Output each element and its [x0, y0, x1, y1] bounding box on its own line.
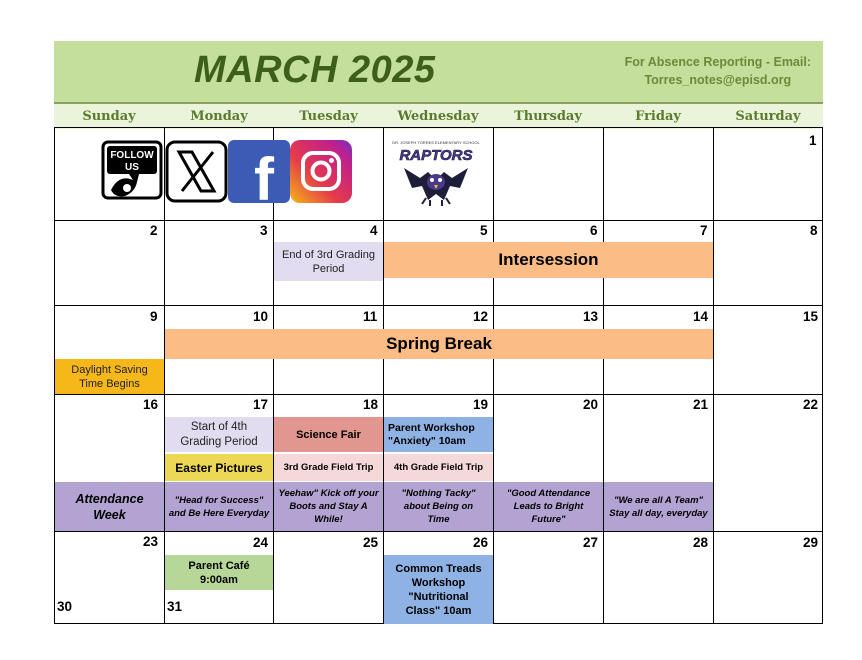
grid-divider	[54, 394, 823, 395]
svg-text:RAPTORS: RAPTORS	[399, 147, 473, 164]
date-28: 28	[693, 535, 709, 550]
date-4: 4	[370, 223, 378, 238]
date-22: 22	[803, 397, 819, 412]
event-spring-break: Spring Break	[165, 329, 713, 359]
date-13: 13	[583, 309, 599, 324]
date-30: 30	[57, 599, 73, 614]
instagram-icon[interactable]	[290, 140, 352, 203]
date-24: 24	[253, 535, 269, 550]
date-5: 5	[480, 223, 488, 238]
day-saturday: Saturday	[735, 109, 801, 124]
date-3: 3	[260, 223, 268, 238]
date-19: 19	[473, 397, 489, 412]
date-10: 10	[253, 309, 269, 324]
day-tuesday: Tuesday	[299, 109, 358, 124]
event-wednesday-theme: "Nothing Tacky" about Being on Time	[384, 482, 493, 531]
date-27: 27	[583, 535, 599, 550]
grid-divider	[493, 127, 494, 624]
grid-divider	[603, 127, 604, 624]
grid-divider	[383, 127, 384, 624]
event-intersession: Intersession	[384, 242, 713, 278]
event-friday-theme: "We are all A Team" Stay all day, everyday	[604, 482, 713, 531]
event-parent-workshop: Parent Workshop "Anxiety" 10am	[384, 417, 493, 452]
date-29: 29	[803, 535, 819, 550]
date-1: 1	[809, 133, 817, 148]
day-thursday: Thursday	[514, 109, 582, 124]
svg-text:f: f	[254, 146, 274, 213]
follow-us-icon[interactable]	[101, 140, 165, 202]
event-parent-cafe: Parent Café 9:00am	[165, 555, 273, 590]
date-12: 12	[473, 309, 489, 324]
x-twitter-icon[interactable]	[165, 140, 228, 203]
facebook-icon[interactable]	[228, 140, 290, 213]
date-15: 15	[803, 309, 819, 324]
grid-divider	[54, 220, 823, 221]
day-monday: Monday	[190, 109, 248, 124]
contact-email[interactable]: Torres_notes@episd.org	[644, 73, 792, 87]
grid-divider	[54, 531, 823, 532]
date-31: 31	[167, 599, 183, 614]
event-monday-theme: "Head for Success" and Be Here Everyday	[165, 482, 273, 531]
event-start-grading: Start of 4th Grading Period	[165, 417, 273, 452]
day-wednesday: Wednesday	[397, 109, 479, 124]
event-science-fair: Science Fair	[274, 417, 383, 452]
event-thursday-theme: "Good Attendance Leads to Bright Future"	[494, 482, 603, 531]
date-9: 9	[150, 309, 158, 324]
date-8: 8	[810, 223, 818, 238]
event-dst: Daylight Saving Time Begins	[55, 359, 164, 394]
svg-text:FOLLOW: FOLLOW	[110, 150, 154, 161]
grid-divider	[713, 127, 714, 624]
date-14: 14	[693, 309, 709, 324]
event-attendance-week: Attendance Week	[55, 482, 164, 531]
event-3rd-grade-field-trip: 3rd Grade Field Trip	[274, 454, 383, 481]
contact-line1: For Absence Reporting - Email:	[624, 55, 811, 69]
svg-text:US: US	[125, 162, 139, 173]
date-2: 2	[150, 223, 158, 238]
date-6: 6	[590, 223, 598, 238]
date-17: 17	[253, 397, 269, 412]
day-friday: Friday	[635, 109, 681, 124]
date-21: 21	[693, 397, 709, 412]
event-common-treads: Common Treads Workshop "Nutritional Class" 10am	[384, 555, 493, 624]
calendar	[54, 41, 823, 624]
absence-contact	[625, 53, 811, 89]
svg-text:DR. JOSEPH TORRES ELEMENTARY S: DR. JOSEPH TORRES ELEMENTARY SCHOOL	[392, 140, 480, 145]
raptors-logo	[392, 138, 480, 208]
date-20: 20	[583, 397, 599, 412]
weekday-header-row	[54, 102, 823, 129]
date-23: 23	[143, 534, 159, 549]
event-end-grading: End of 3rd Grading Period	[274, 242, 383, 281]
date-25: 25	[363, 535, 379, 550]
grid-divider	[54, 305, 823, 306]
event-tuesday-theme: Yeehaw" Kick off your Boots and Stay A While!	[274, 482, 383, 531]
event-4th-grade-field-trip: 4th Grade Field Trip	[384, 454, 493, 481]
day-sunday: Sunday	[82, 109, 136, 124]
date-18: 18	[363, 397, 379, 412]
header-banner	[54, 41, 823, 102]
date-26: 26	[473, 535, 489, 550]
date-16: 16	[143, 397, 159, 412]
date-7: 7	[700, 223, 708, 238]
date-11: 11	[363, 309, 378, 324]
page-title: MARCH 2025	[194, 49, 436, 91]
event-easter-pictures: Easter Pictures	[165, 454, 273, 481]
